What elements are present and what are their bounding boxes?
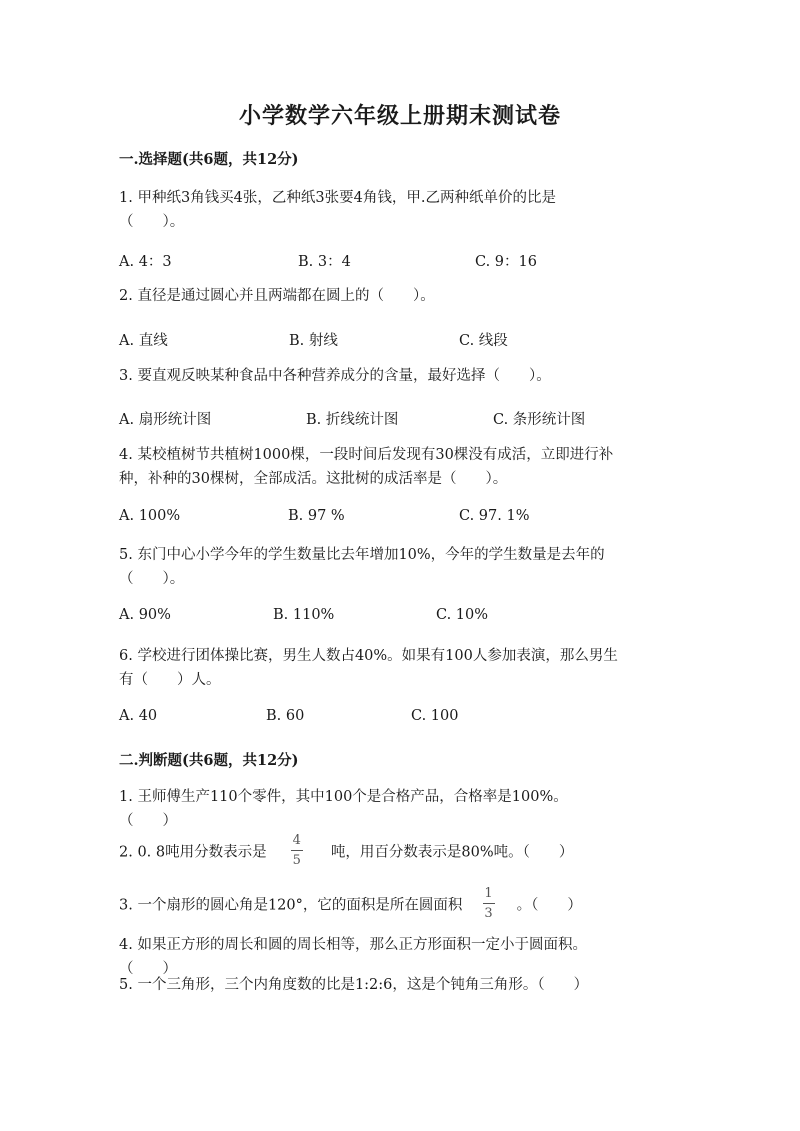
question-text: 4. 某校植树节共植树1000棵，一段时间后发现有30棵没有成活，立即进行补 <box>119 447 614 463</box>
fraction-bar <box>483 903 495 904</box>
option-a: A. 90% <box>119 607 171 623</box>
question-text: 种，补种的30棵树，全部成活。这批树的成活率是（ ）。 <box>119 471 508 487</box>
option-c: C. 97. 1% <box>459 508 530 524</box>
question-text: 2. 0. 8吨用分数表示是 <box>119 844 267 861</box>
option-a: A. 4：3 <box>119 254 172 270</box>
option-b: B. 110% <box>273 607 335 623</box>
option-c: C. 10% <box>436 607 489 623</box>
question-text: 1. 甲种纸3角钱买4张，乙种纸3张要4角钱，甲.乙两种纸单价的比是 <box>119 190 556 206</box>
judgement-3 <box>119 886 582 922</box>
question-text: 4. 如果正方形的周长和圆的周长相等，那么正方形面积一定小于圆面积。 <box>119 937 587 953</box>
question-5 <box>119 543 605 591</box>
option-c: C. 条形统计图 <box>493 412 586 428</box>
question-text: 有（ ）人。 <box>119 672 221 688</box>
fraction-denominator: 5 <box>292 853 301 868</box>
fraction <box>291 834 303 867</box>
question-4 <box>119 443 613 491</box>
fraction-bar <box>291 850 303 851</box>
option-a: A. 扇形统计图 <box>119 412 212 428</box>
fraction-numerator: 4 <box>292 833 301 848</box>
question-2 <box>119 284 435 308</box>
option-a: A. 直线 <box>119 333 168 349</box>
question-text: 5. 一个三角形，三个内角度数的比是1:2:6，这是个钝角三角形。（ ） <box>119 977 589 993</box>
option-b: B. 折线统计图 <box>306 412 399 428</box>
question-text: （ ） <box>119 961 177 977</box>
fraction <box>482 887 494 920</box>
option-b: B. 3：4 <box>298 254 351 270</box>
question-text: （ ）。 <box>119 571 185 587</box>
question-text: 3. 要直观反映某种食品中各种营养成分的含量，最好选择（ ）。 <box>119 368 551 384</box>
question-text: 2. 直径是通过圆心并且两端都在圆上的（ ）。 <box>119 288 435 304</box>
question-text: 3. 一个扇形的圆心角是120°，它的面积是所在圆面积 <box>119 897 463 914</box>
option-b: B. 60 <box>266 708 305 724</box>
page-title: 小学数学六年级上册期末测试卷 <box>238 103 561 129</box>
question-text: 。（ ） <box>516 897 582 914</box>
judgement-1 <box>119 785 568 833</box>
option-c: C. 线段 <box>459 333 508 349</box>
section-heading-choice: 一.选择题(共6题，共12分) <box>119 151 299 168</box>
option-a: A. 100% <box>119 508 181 524</box>
question-text: 1. 王师傅生产110个零件，其中100个是合格产品，合格率是100%。 <box>119 789 568 805</box>
judgement-2 <box>119 833 574 869</box>
option-a: A. 40 <box>119 708 158 724</box>
fraction-numerator: 1 <box>484 886 493 901</box>
question-text: （ ）。 <box>119 214 185 230</box>
option-b: B. 射线 <box>289 333 338 349</box>
question-text: （ ） <box>119 813 177 829</box>
section-heading-judgement: 二.判断题(共6题，共12分) <box>119 752 299 769</box>
option-b: B. 97 % <box>288 508 345 524</box>
question-text: 5. 东门中心小学今年的学生数量比去年增加10%，今年的学生数量是去年的 <box>119 547 605 563</box>
fraction-denominator: 3 <box>484 906 493 921</box>
question-text: 6. 学校进行团体操比赛，男生人数占40%。如果有100人参加表演，那么男生 <box>119 648 618 664</box>
question-3 <box>119 364 551 388</box>
option-c: C. 9：16 <box>475 254 537 270</box>
option-c: C. 100 <box>411 708 459 724</box>
question-1 <box>119 186 556 234</box>
question-6 <box>119 644 618 692</box>
question-text: 吨，用百分数表示是80%吨。（ ） <box>330 844 574 861</box>
judgement-5 <box>119 973 588 997</box>
